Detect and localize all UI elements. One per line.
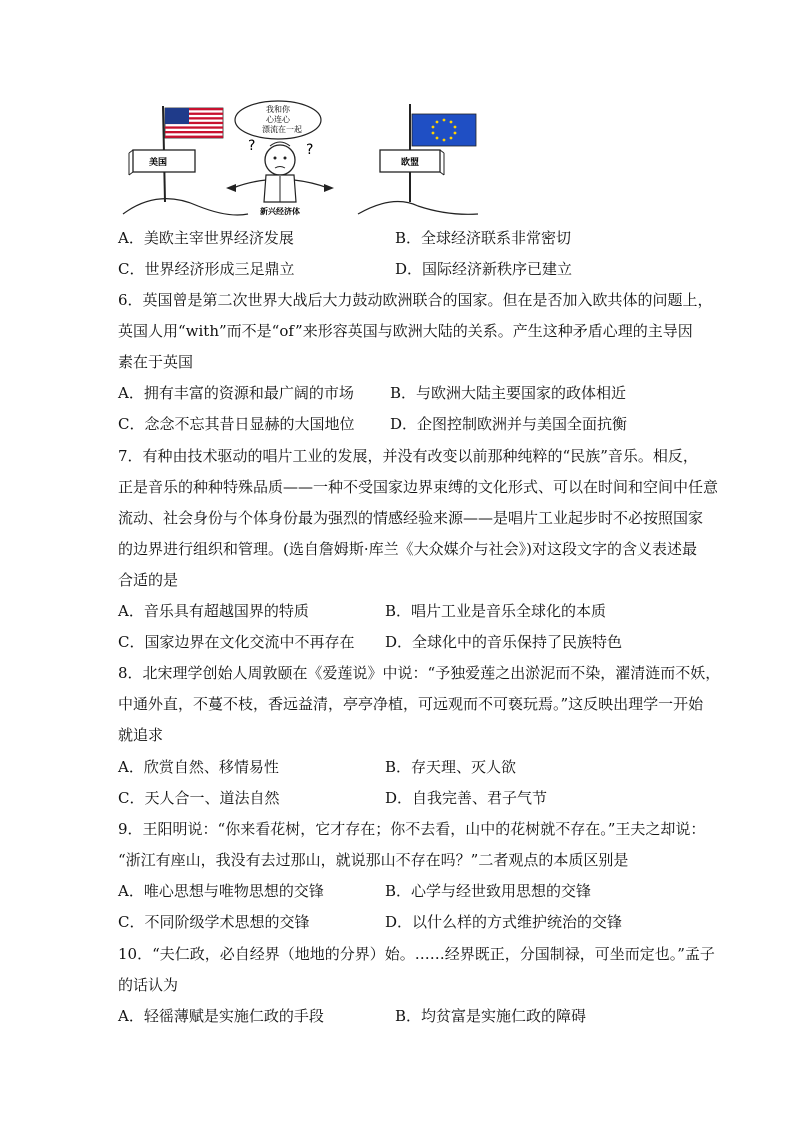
q9-stem-line-2: “浙江有座山，我没有去过那山，就说那山不存在吗？”二者观点的本质区别是: [118, 851, 629, 869]
q8-stem-line-3: 就追求: [118, 726, 164, 744]
eu-signpost: [380, 150, 444, 175]
q7-stem-line-3: 流动、社会身份与个体身份最为强烈的情感经验来源——是唱片工业起步时不必按照国家: [118, 509, 704, 527]
right-mound: [358, 202, 478, 215]
q7-option-b: B．唱片工业是音乐全球化的本质: [385, 602, 607, 620]
q9-option-c: C．不同阶级学术思想的交锋: [118, 913, 310, 931]
q7-stem-line-4: 的边界进行组织和管理。(选自詹姆斯·库兰《大众媒介与社会》)对这段文字的含义表述最: [118, 540, 697, 558]
speech-bubble: [235, 101, 321, 139]
usa-signpost: [129, 150, 195, 175]
bubble-line-3: 漂流在一起: [262, 125, 302, 134]
q7-stem-line-5: 合适的是: [118, 571, 179, 589]
q6-stem-line-2: 英国人用“with”而不是“of”来形容英国与欧洲大陆的关系。产生这种矛盾心理的主导因: [118, 322, 693, 340]
q8-stem-line-1: 8．北宋理学创始人周敦颐在《爱莲说》中说：“予独爱莲之出淤泥而不染，濯清涟而不妖，: [118, 664, 721, 682]
q5-option-d: D．国际经济新秩序已建立: [395, 260, 573, 278]
q6-stem-line-3: 素在于英国: [118, 353, 194, 371]
q9-option-a: A．唯心思想与唯物思想的交锋: [118, 882, 324, 900]
figure-caption: 新兴经济体: [260, 206, 300, 216]
cartoon-illustration: [118, 98, 488, 220]
q8-option-b: B．存天理、灭人欲: [385, 758, 517, 776]
q7-option-d: D．全球化中的音乐保持了民族特色: [385, 633, 623, 651]
left-mound: [123, 199, 248, 215]
question-mark-right: ?: [306, 142, 314, 158]
bubble-line-1: 我和你: [266, 105, 290, 114]
emerging-economy-figure: [226, 138, 334, 216]
q10-option-b: B．均贫富是实施仁政的障碍: [395, 1007, 587, 1025]
q10-stem-line-1: 10．“夫仁政，必自经界（地地的分界）始。……经界既正，分国制禄，可坐而定也。”孟子: [118, 945, 715, 963]
q8-stem-line-2: 中通外直，不蔓不枝，香远益清，亭亭净植，可远观而不可亵玩焉。”这反映出理学一开始: [118, 695, 704, 713]
q9-option-d: D．以什么样的方式维护统治的交锋: [385, 913, 623, 931]
q8-option-c: C．天人合一、道法自然: [118, 789, 280, 807]
q7-option-c: C．国家边界在文化交流中不再存在: [118, 633, 355, 651]
q6-stem-line-1: 6．英国曾是第二次世界大战后大力鼓动欧洲联合的国家。但在是否加入欧共体的问题上，: [118, 291, 713, 309]
eu-flag-icon: [412, 114, 476, 146]
usa-flag-icon: [165, 108, 223, 138]
q7-stem-line-2: 正是音乐的种种特殊品质——一种不受国家边界束缚的文化形式、可以在时间和空间中任意: [118, 478, 719, 496]
q8-option-a: A．欣赏自然、移情易性: [118, 758, 279, 776]
eu-sign-label: 欧盟: [400, 158, 420, 168]
q5-option-b: B．全球经济联系非常密切: [395, 229, 572, 247]
q5-option-a: A．美欧主宰世界经济发展: [118, 229, 294, 247]
q7-stem-line-1: 7．有种由技术驱动的唱片工业的发展，并没有改变以前那种纯粹的“民族”音乐。相反，: [118, 447, 698, 465]
q6-option-a: A．拥有丰富的资源和最广阔的市场: [118, 384, 354, 402]
usa-sign-label: 美国: [148, 158, 168, 168]
q6-option-d: D．企图控制欧洲并与美国全面抗衡: [390, 415, 628, 433]
q6-option-b: B．与欧洲大陆主要国家的政体相近: [390, 384, 627, 402]
q8-option-d: D．自我完善、君子气节: [385, 789, 548, 807]
q5-option-c: C．世界经济形成三足鼎立: [118, 260, 295, 278]
q6-option-c: C．念念不忘其昔日显赫的大国地位: [118, 415, 355, 433]
q10-stem-line-2: 的话认为: [118, 976, 179, 994]
bubble-line-2: 心连心: [266, 115, 290, 124]
q10-option-a: A．轻徭薄赋是实施仁政的手段: [118, 1007, 324, 1025]
q9-stem-line-1: 9．王阳明说：“你来看花树，它才存在；你不去看，山中的花树就不存在。”王夫之却说：: [118, 820, 706, 838]
question-mark-left: ?: [248, 138, 256, 154]
q9-option-b: B．心学与经世致用思想的交锋: [385, 882, 592, 900]
q7-option-a: A．音乐具有超越国界的特质: [118, 602, 309, 620]
